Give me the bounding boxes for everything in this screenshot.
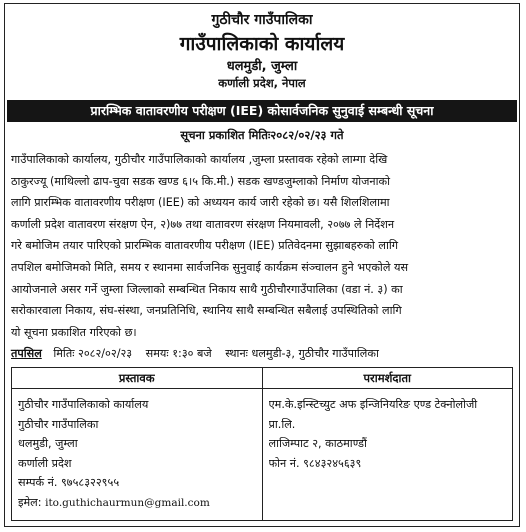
schedule-label: तपसिल bbox=[11, 347, 42, 360]
contact-table bbox=[11, 367, 513, 521]
consultant-phone: फोन नं. ९८४३२४५६३९ bbox=[268, 456, 362, 470]
body-line: कर्णाली प्रदेश वातावरण संरक्षण ऐन, २)७७ तथा वातावरण संरक्षण नियमावली, २०७७ ले निर्देशन bbox=[11, 217, 395, 231]
office-location: धलमुडी, जुम्ला bbox=[226, 59, 298, 74]
body-line: गाउँपालिकाको कार्यालय, गुठीचौर गाउँपालिकाको कार्यालय ,जुम्ला प्रस्तावक रहेको लाम्गा देखि bbox=[11, 153, 388, 166]
proponent-line: धलमुडी, जुम्ला bbox=[18, 437, 78, 450]
proponent-email: ito.guthichaurmun@gmail.com bbox=[45, 496, 210, 509]
notice-title-banner: प्रारम्भिक वातावरणीय परीक्षण (IEE) कोसार्वजनिक सुनुवाई सम्बन्धी सूचना bbox=[7, 100, 517, 122]
proponent-email-row bbox=[18, 493, 256, 514]
proponent-line: गुठीचौर गाउँपालिका bbox=[18, 417, 99, 431]
body-line: आयोजनाले असर गर्ने जुम्ला जिल्लाको सम्बन्धित निकाय साथै गुठीचौरगाउँपालिका (वडा नं. ३) का bbox=[11, 282, 403, 296]
schedule-date: मितिः २०८२/०२/२३ bbox=[53, 347, 133, 360]
proponent-heading: प्रस्तावक bbox=[12, 368, 262, 389]
consultant-column bbox=[262, 368, 513, 520]
notice-page bbox=[4, 3, 520, 527]
consultant-line: एम.के.इन्स्टिच्युट अफ इन्जिनियरिङ एण्ड टेक्नोलोजी bbox=[268, 398, 478, 411]
body-line: यो सूचना प्रकाशित गरिएको छ। bbox=[11, 325, 137, 339]
consultant-line: प्रा.लि. bbox=[268, 417, 296, 431]
office-name: गाउँपालिकाको कार्यालय bbox=[179, 33, 345, 55]
consultant-heading: परामर्शदाता bbox=[263, 368, 513, 389]
consultant-line: लाजिम्पाट २, काठमाण्डौं bbox=[268, 437, 367, 450]
body-line: सरोकारवाला निकाय, संघ-संस्था, जनप्रतिनिधि, स्थानिय साथै सम्बन्धित सबैलाई उपस्थितिको लागि bbox=[11, 304, 402, 318]
proponent-line: गुठीचौर गाउँपालिकाको कार्यालय bbox=[18, 398, 149, 411]
proponent-line: कर्णाली प्रदेश bbox=[18, 456, 72, 470]
body-line: ठाकुरज्यू (माथिल्लो ढाप-चुवा सडक खण्ड ६।५ कि.मी.) सडक खण्डजुम्लाको निर्माण योजनाको bbox=[11, 174, 390, 188]
body-line: लागि प्रारम्भिक वातावरणीय परीक्षण (IEE) को अध्ययन कार्य जारी रहेको छ। यसै शिलशिलामा bbox=[11, 196, 390, 210]
province-name: कर्णाली प्रदेश, नेपाल bbox=[218, 76, 306, 90]
proponent-phone: सम्पर्क नं. ९७५८३२२९५५ bbox=[18, 476, 120, 489]
schedule-place: स्थानः धलमुडी-३, गुठीचौर गाउँपालिका bbox=[225, 347, 379, 360]
schedule-time: समयः १:३० बजे bbox=[145, 347, 212, 360]
notice-body bbox=[11, 149, 513, 343]
body-line: गरे बमोजिम तयार पारिएको प्रारम्भिक वातावरणीय परीक्षण (IEE) प्रतिवेदनमा सुझाबहरुको लागि bbox=[11, 239, 399, 253]
municipality-name: गुठीचौर गाउँपालिका bbox=[211, 12, 313, 28]
email-label: इमेल: bbox=[18, 495, 42, 509]
schedule-line bbox=[11, 346, 513, 361]
body-line: तपशिल बमोजिमको मिति, समय र स्थानमा सार्वजनिक सुनुवाई कार्यक्रम संञ्चालन हुने भएकोले यस bbox=[11, 260, 409, 274]
published-date: सूचना प्रकाशित मितिः२०८२/०२/२३ गते bbox=[180, 128, 344, 142]
proponent-column bbox=[12, 368, 262, 520]
